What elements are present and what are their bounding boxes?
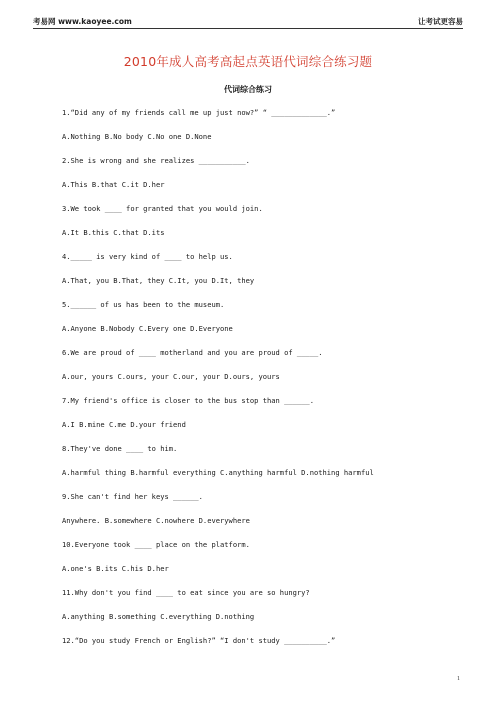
- question-line: 7.My friend's office is closer to the bus stop than ______.: [62, 396, 314, 405]
- header-slogan: 让考试更容易: [418, 17, 463, 26]
- options-line: A.It B.this C.that D.its: [62, 228, 165, 237]
- options-line: A.This B.that C.it D.her: [62, 180, 165, 189]
- question-line: 3.We took ____ for granted that you would join.: [62, 204, 263, 213]
- question-line: 6.We are proud of ____ motherland and you are proud of _____.: [62, 348, 323, 357]
- options-line: A.one's B.its C.his D.her: [62, 564, 169, 573]
- page-header: [33, 14, 463, 28]
- options-line: A.anything B.something C.everything D.nothing: [62, 612, 255, 621]
- page-number: 1: [457, 676, 460, 682]
- question-line: 11.Why don't you find ____ to eat since you are so hungry?: [62, 588, 310, 597]
- options-line: A.I B.mine C.me D.your friend: [62, 420, 186, 429]
- question-line: 8.They've done ____ to him.: [62, 444, 178, 453]
- options-line: A.Anyone B.Nobody C.Every one D.Everyone: [62, 324, 233, 333]
- options-line: A.harmful thing B.harmful everything C.anything harmful D.nothing harmful: [62, 468, 374, 477]
- document-title: 2010年成人高考高起点英语代词综合练习题: [123, 54, 373, 69]
- header-site-name: 考易网 www.kaoyee.com: [33, 17, 132, 26]
- question-line: 12.“Do you study French or English?” “I don't study __________.”: [62, 636, 336, 645]
- question-line: 2.She is wrong and she realizes ___________.: [62, 156, 250, 165]
- question-line: 1.“Did any of my friends call me up just now?” “ _____________.”: [62, 108, 336, 117]
- question-line: 10.Everyone took ____ place on the platform.: [62, 540, 250, 549]
- options-line: Anywhere. B.somewhere C.nowhere D.everywhere: [62, 516, 250, 525]
- question-line: 4._____ is very kind of ____ to help us.: [62, 252, 233, 261]
- options-line: A.Nothing B.No body C.No one D.None: [62, 132, 212, 141]
- question-line: 5.______ of us has been to the museum.: [62, 300, 225, 309]
- options-line: A.That, you B.That, they C.It, you D.It, they: [62, 276, 255, 285]
- section-subtitle: 代词综合练习: [224, 85, 272, 94]
- question-line: 9.She can't find her keys ______.: [62, 492, 203, 501]
- header-divider: [33, 28, 463, 29]
- options-line: A.our, yours C.ours, your C.our, your D.ours, yours: [62, 372, 280, 381]
